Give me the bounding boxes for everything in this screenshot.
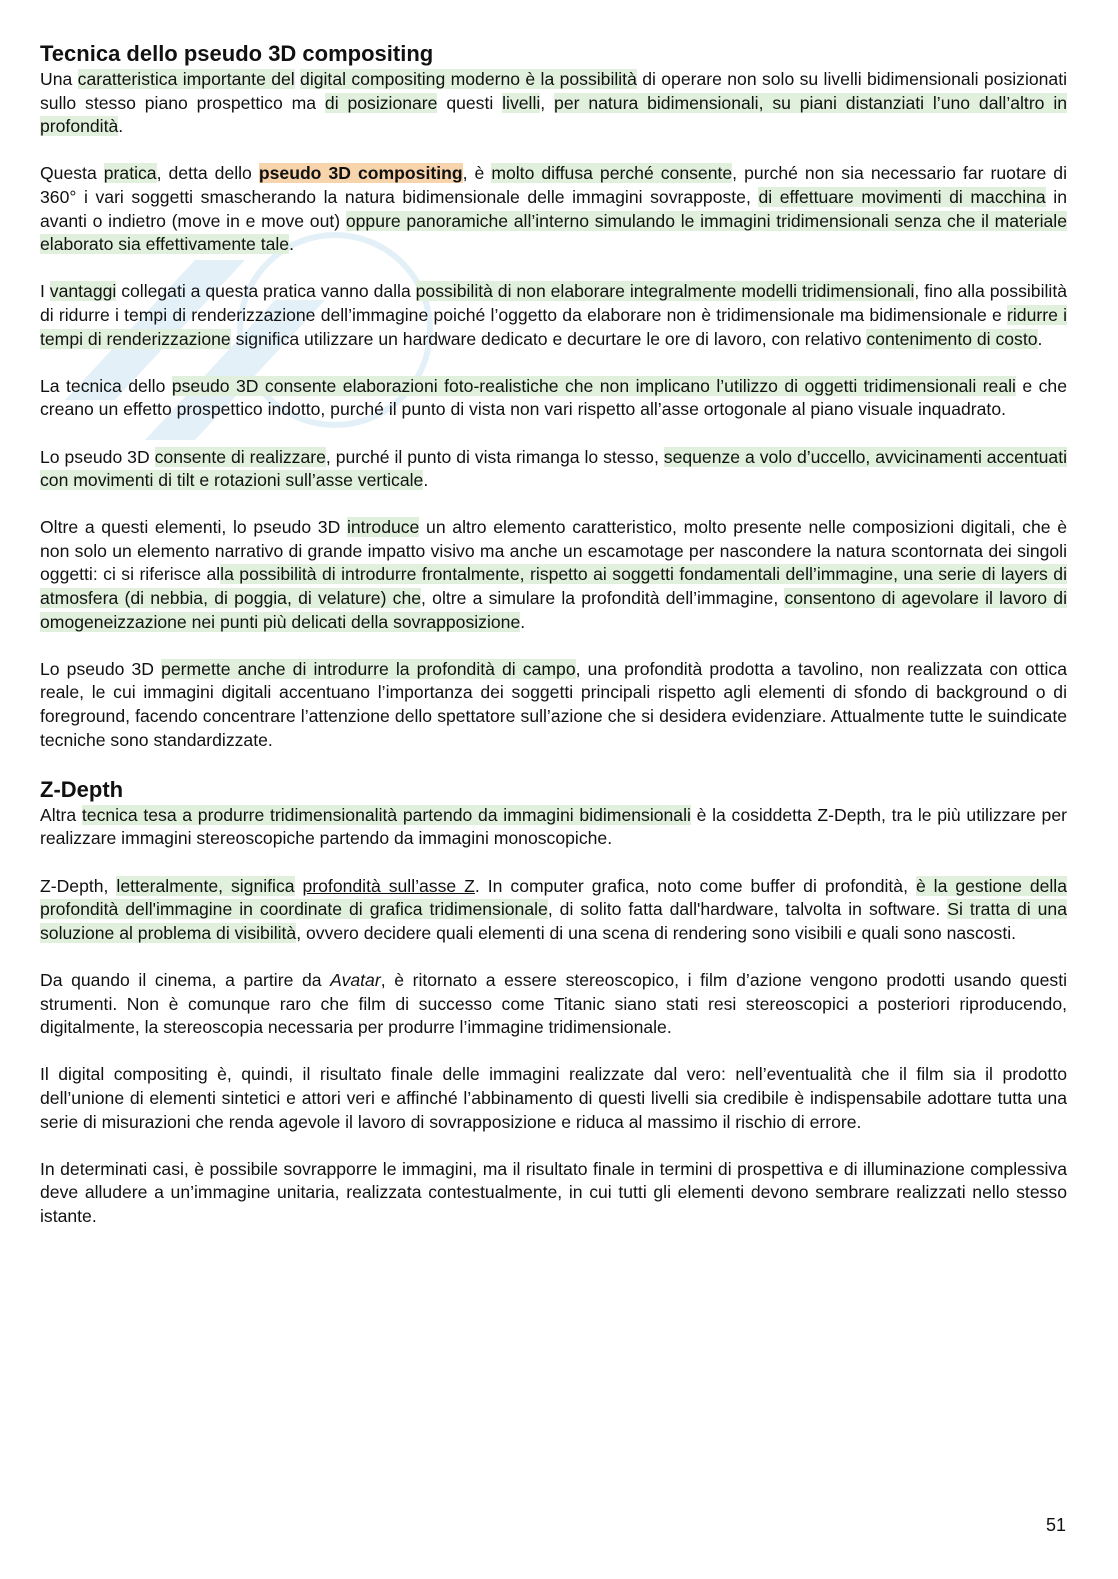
text-run: , purché il punto di vista rimanga lo stesso, (325, 446, 664, 467)
text-run: questi (437, 92, 503, 113)
highlighted-text: ridurre i tempi di renderizzazione (40, 304, 1068, 349)
text-run: , ovvero decidere quali elementi di una scena di rendering sono visibili e quali sono nascosti. (296, 922, 1017, 943)
highlighted-text: digital compositing moderno è la possibilità (300, 69, 637, 89)
text-run: , una profondità prodotta a tavolino, non realizzata con ottica reale, le cui immagini digitali accentuano l’importanza dei soggetti principali rispetto agli elementi di sfondo di background o di foreground, facendo concentrare l’attenzione dello spettatore sull’azione che si desidera evidenziare. Attualmente tutte le suindicate tecniche sono standardizzate. (40, 658, 1067, 750)
section-title-z-depth: Z-Depth (40, 776, 124, 802)
page-number: 51 (1045, 1515, 1066, 1535)
highlighted-text: di posizionare (324, 92, 438, 113)
highlighted-text: di effettuare movimenti di macchina (758, 186, 1046, 207)
text-run: Z-Depth, (40, 875, 117, 896)
highlighted-text: pseudo 3D consente elaborazioni foto-realistiche che non implicano l’utilizzo di oggetti tridimensionali reali (171, 375, 1016, 396)
highlighted-text: tecnica tesa a produrre tridimensionalità partendo da immagini bidimensionali (81, 804, 691, 825)
highlighted-text: consentono di agevolare il lavoro di omogeneizzazione nei punti più delicati della sovrapposizione (40, 588, 1067, 632)
text-run: I (40, 281, 50, 302)
highlighted-text: sequenze a volo d’uccello, avvicinamenti accentuati con movimenti di tilt e rotazioni sull’asse verticale (40, 446, 1067, 491)
document-page (40, 40, 1067, 1229)
text-run: Oltre a questi elementi, lo pseudo 3D (40, 517, 347, 538)
highlighted-text: possibilità di non elaborare integralmente modelli tridimensionali (415, 281, 915, 302)
paragraph (40, 658, 1067, 752)
text-run: Lo pseudo 3D (40, 658, 162, 679)
text-run: In determinati casi, è possibile sovrapporre le immagini, ma il risultato finale in termini di prospettiva e di illuminazione complessiva deve alludere a un’immagine unitaria, realizzata contestualmente, in cui tutti gli elementi devono sembrare realizzati nello stesso istante. (40, 1158, 1067, 1226)
text-run: un altro elemento caratteristico, molto presente nelle composizioni digitali, che è non solo un elemento narrativo di grande impatto visivo ma anche un escamotage per nascondere la natura scontornata dei singoli oggetti: ci si riferisce al (40, 517, 1067, 585)
text-run (295, 876, 303, 896)
highlighted-text: molto diffusa perché consente (491, 163, 733, 184)
highlighted-text: permette anche di introdurre la profondità di campo (161, 658, 576, 679)
text-run: Altra (40, 804, 82, 825)
paragraph (40, 68, 1067, 139)
text-run: Il digital compositing è, quindi, il risultato finale delle immagini realizzate dal vero: nell’eventualità che il film sia il prodotto dell’unione di elementi sintetici e attori veri e affinché l’abbinamento di questi livelli sia credibile è indispensabile adottare tutta una serie di misurazioni che renda agevole il lavoro di sovrapposizione e riduca al massimo il rischio di errore. (40, 1064, 1067, 1132)
highlighted-text: la possibilità di introdurre frontalmente, rispetto ai soggetti fondamentali dell’immagine, una serie di layers di atmosfera (di nebbia, di poggia, di velature) che (40, 564, 1067, 609)
text-run: . (289, 234, 294, 255)
text-run: , di solito fatta dall'hardware, talvolta in software. (547, 899, 948, 920)
paragraph (40, 1158, 1067, 1229)
highlighted-text: per natura bidimensionali, su piani distanziati l’uno dall’altro in profondità (40, 92, 1068, 137)
paragraph (40, 446, 1067, 493)
highlighted-text: letteralmente, significa (116, 875, 295, 896)
highlighted-text: caratteristica importante del (77, 69, 295, 89)
section-title-pseudo-3d: Tecnica dello pseudo 3D compositing (40, 41, 434, 66)
italic-title: Avatar (330, 969, 381, 990)
text-run: , è (462, 163, 492, 184)
text-run: Lo pseudo 3D (40, 446, 155, 467)
text-run: , (540, 92, 555, 113)
paragraph (40, 1063, 1067, 1134)
highlighted-text: vantaggi (49, 281, 117, 302)
text-run: significa utilizzare un hardware dedicato e decurtare le ore di lavoro, con relativo (230, 328, 867, 349)
paragraph (40, 280, 1067, 351)
text-run: e che creano un effetto prospettico indotto, purché il punto di vista non vari rispetto all’asse ortogonale al piano visuale inquadrato. (40, 375, 1067, 420)
highlighted-text: livelli (502, 92, 541, 113)
text-run: , purché non sia necessario far ruotare di 360° i vari soggetti smascherando la natura bidimensionale delle immagini sovrapposte, (40, 163, 1067, 207)
text-run: La tecnica dello (40, 375, 172, 396)
text-run: di operare non solo su livelli bidimensionali posizionati sullo stesso piano prospettico ma (40, 69, 1068, 113)
paragraph (40, 375, 1067, 422)
paragraph (40, 875, 1067, 946)
highlighted-key-term: pseudo 3D compositing (258, 163, 463, 184)
text-run: , è ritornato a essere stereoscopico, i film d’azione vengono prodotti usando questi strumenti. Non è comunque raro che film di successo come Titanic siano stati resi stereoscopici a posteriori riproducendo, digitalmente, la stereoscopia necessaria per produrre l’immagine tridimensionale. (40, 969, 1067, 1038)
text-run: , detta dello (156, 163, 259, 184)
text-run: in avanti o indietro (move in e move out) (40, 186, 1067, 231)
text-run: . (1037, 328, 1043, 349)
text-run: Una (40, 69, 78, 89)
underlined-text: profondità sull’asse Z (302, 875, 475, 896)
text-run: , fino alla possibilità di ridurre i tempi di renderizzazione dell’immagine poiché l’oggetto da elaborare non è tridimensionale ma bidimensionale e (40, 281, 1067, 325)
highlighted-text: oppure panoramiche all’interno simulando le immagini tridimensionali senza che il materiale elaborato sia effettivamente tale (40, 210, 1067, 255)
highlighted-text: contenimento di costo (866, 328, 1038, 349)
highlighted-text: pratica (103, 163, 157, 184)
paragraph (40, 969, 1067, 1040)
text-run: . (423, 470, 429, 491)
highlighted-text: introduce (346, 517, 420, 538)
text-run: Questa (40, 163, 104, 184)
text-run: collegati a questa pratica vanno dalla (116, 281, 416, 302)
highlighted-text: è la gestione della profondità dell'immagine in coordinate di grafica tridimensionale (40, 875, 1067, 920)
text-run: . (118, 116, 124, 137)
text-run: , oltre a simulare la profondità dell’immagine, (421, 588, 785, 609)
text-run: . (520, 611, 526, 632)
paragraph (40, 804, 1067, 851)
paragraph (40, 516, 1067, 634)
paragraph (40, 162, 1067, 256)
highlighted-text: Si tratta di una soluzione al problema di visibilità (40, 899, 1068, 943)
text-run: . In computer grafica, noto come buffer di profondità, (474, 875, 916, 896)
highlighted-text: consente di realizzare (154, 446, 326, 467)
text-run: Da quando il cinema, a partire da (40, 969, 331, 990)
text-run: è la cosiddetta Z-Depth, tra le più utilizzare per realizzare immagini stereoscopiche partendo da immagini monoscopiche. (40, 804, 1067, 849)
